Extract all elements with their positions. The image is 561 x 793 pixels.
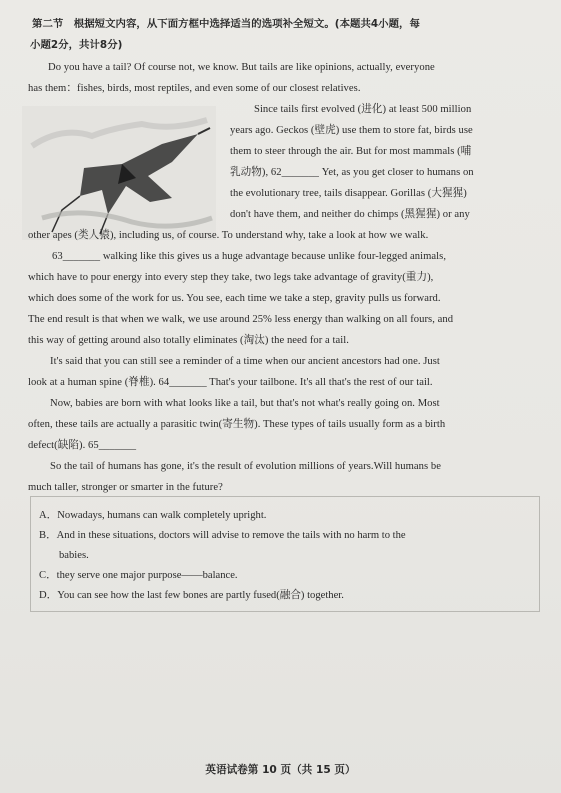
option-c: C．they serve one major purpose——balance. xyxy=(39,570,238,581)
p5-line3: defect(缺陷). 65_______ xyxy=(28,440,137,451)
p5-line2: often, these tails are actually a parasitic twin(寄生物). These types of tails usually form as a birth xyxy=(28,419,446,430)
pterosaur-illustration xyxy=(22,106,216,240)
p6-line1: So the tail of humans has gone, it's the result of evolution millions of years.Will humans be xyxy=(50,461,441,472)
p3-line2: which have to pour energy into every step they take, two legs take advantage of gravity(重力), xyxy=(28,272,434,283)
p5-line1: Now, babies are born with what looks like a tail, but that's not what's really going on. Most xyxy=(50,398,440,409)
p4-line1: It's said that you can still see a reminder of a time when our ancient ancestors had one. Just xyxy=(50,356,440,367)
section-heading-line1: 第二节 根据短文内容，从下面方框中选择适当的选项补全短文。(本题共4小题，每 xyxy=(32,18,420,30)
p2-line6: don't have them, and neither do chimps (黑猩猩) or any xyxy=(230,209,470,220)
p3-line1: 63_______ walking like this gives us a huge advantage because unlike four-legged animals, xyxy=(52,251,447,262)
p3-line4: The end result is that when we walk, we use around 25% less energy than walking on all fours, and xyxy=(28,314,454,325)
option-b-continued: babies. xyxy=(59,550,89,561)
option-d: D．You can see how the last few bones are partly fused(融合) together. xyxy=(39,590,344,601)
section-heading-line2: 小题2分，共计8分) xyxy=(30,39,123,51)
page-footer: 英语试卷第 10 页（共 15 页） xyxy=(205,764,356,776)
p3-line3: which does some of the work for us. You see, each time we take a step, gravity pulls us forward. xyxy=(28,293,441,304)
p2-line3: them to steer through the air. But for most mammals (哺 xyxy=(230,146,472,157)
p3-line5: this way of getting around also totally eliminates (淘汰) the need for a tail. xyxy=(28,335,349,346)
p1-line1: Do you have a tail? Of course not, we know. But tails are like opinions, actually, everyone xyxy=(48,62,435,73)
p2-line5: the evolutionary tree, tails disappear. Gorillas (大猩猩) xyxy=(230,188,467,199)
p1-line2: has them：fishes, birds, most reptiles, and even some of our closest relatives. xyxy=(28,83,361,94)
p2-line7: other apes (类人猿), including us, of course. To understand why, take a look at how we walk. xyxy=(28,230,429,241)
p2-line4: 乳动物), 62_______ Yet, as you get closer to humans on xyxy=(230,167,474,178)
p2-line1: Since tails first evolved (进化) at least 500 million xyxy=(254,104,472,115)
options-box xyxy=(30,496,540,612)
p6-line2: much taller, stronger or smarter in the future? xyxy=(28,482,223,493)
pterosaur-sketch-icon xyxy=(22,106,216,240)
option-a: A．Nowadays, humans can walk completely upright. xyxy=(39,510,267,521)
p4-line2: look at a human spine (脊椎). 64_______ That's your tailbone. It's all that's the rest of our tail. xyxy=(28,377,433,388)
p2-line2: years ago. Geckos (壁虎) use them to store fat, birds use xyxy=(230,125,473,136)
option-b: B．And in these situations, doctors will advise to remove the tails with no harm to the xyxy=(39,530,406,541)
